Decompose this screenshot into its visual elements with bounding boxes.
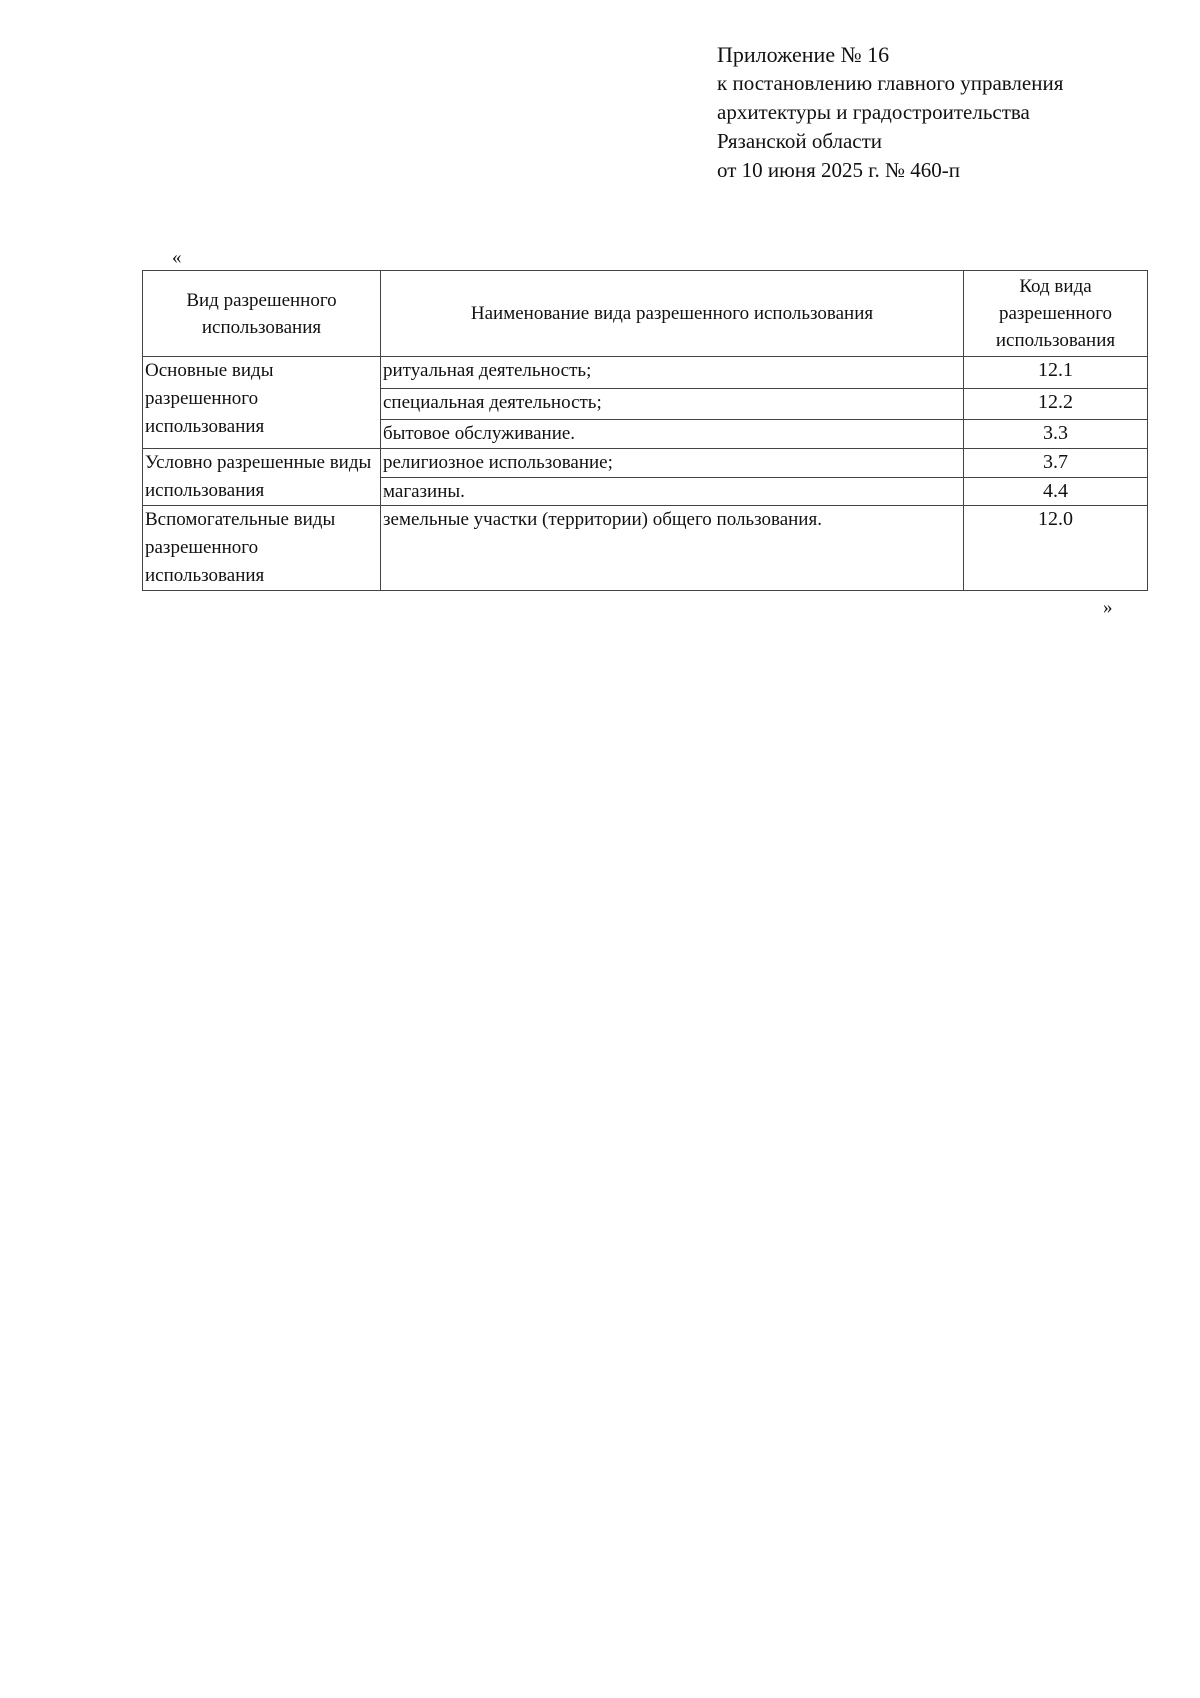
opening-quote: « bbox=[172, 247, 182, 268]
appendix-title: Приложение № 16 bbox=[717, 42, 890, 67]
use-name: бытовое обслуживание. bbox=[381, 420, 964, 449]
appendix-block bbox=[717, 40, 1063, 185]
use-code: 3.3 bbox=[964, 420, 1148, 449]
table-row bbox=[143, 449, 1148, 478]
appendix-date-line: от 10 июня 2025 г. № 460-п bbox=[717, 158, 960, 182]
table-header-row bbox=[143, 271, 1148, 357]
header-group: Вид разрешенного использования bbox=[143, 271, 381, 357]
group-label-main: Основные виды разрешенного использования bbox=[143, 357, 381, 449]
group-label-auxiliary: Вспомогательные виды разрешенного использования bbox=[143, 506, 381, 591]
table-row bbox=[143, 357, 1148, 389]
permitted-uses-table bbox=[142, 270, 1148, 591]
closing-quote: » bbox=[1103, 597, 1113, 618]
header-name: Наименование вида разрешенного использования bbox=[381, 271, 964, 357]
table-row bbox=[143, 506, 1148, 591]
appendix-line: к постановлению главного управления bbox=[717, 71, 1064, 95]
use-code: 4.4 bbox=[964, 478, 1148, 506]
use-name: ритуальная деятельность; bbox=[381, 357, 964, 389]
use-code: 12.2 bbox=[964, 389, 1148, 420]
use-name: земельные участки (территории) общего пользования. bbox=[381, 506, 964, 591]
use-name: религиозное использование; bbox=[381, 449, 964, 478]
use-name: специальная деятельность; bbox=[381, 389, 964, 420]
use-code: 12.1 bbox=[964, 357, 1148, 389]
header-code: Код вида разрешенного использования bbox=[964, 271, 1148, 357]
group-label-conditional: Условно разрешенные виды использования bbox=[143, 449, 381, 506]
use-code: 12.0 bbox=[964, 506, 1148, 591]
appendix-line: Рязанской области bbox=[717, 129, 883, 153]
appendix-line: архитектуры и градостроительства bbox=[717, 100, 1030, 124]
use-name: магазины. bbox=[381, 478, 964, 506]
use-code: 3.7 bbox=[964, 449, 1148, 478]
